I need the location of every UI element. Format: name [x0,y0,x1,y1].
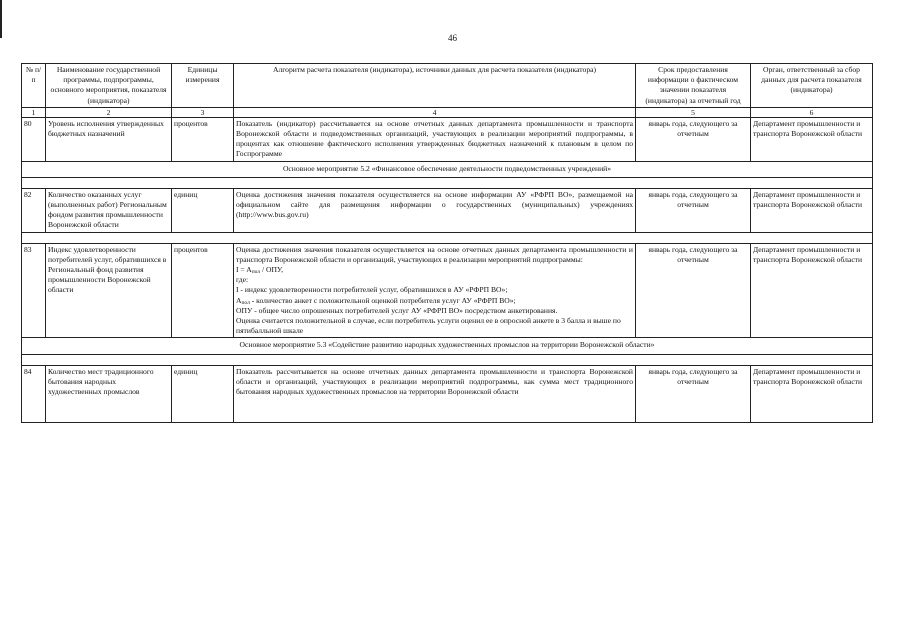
table-row [22,117,873,161]
indicator-name: Уровень исполнения утвержденных бюджетных назначений [46,117,172,161]
spacer-row [22,354,873,365]
header-organ: Орган, ответственный за сбор данных для расчета показателя (индикатора) [751,64,873,108]
col-number: 3 [172,107,234,117]
algorithm-def-opu: ОПУ - общее число опрошенных потребителей услуг АУ «РФРП ВО» посредством анкетирования. [236,305,558,315]
spacer-row [22,177,873,188]
header-unit: Единицы измерения [172,64,234,108]
indicator-algorithm [234,243,636,338]
table-row [22,188,873,232]
indicator-name: Количество оказанных услуг (выполненных работ) Региональным фондом развития промышленности Воронежской области [46,188,172,232]
col-number: 6 [751,107,873,117]
section-title-5-2: Основное мероприятие 5.2 «Финансовое обеспечение деятельности подведомственных учреждений» [22,161,873,177]
col-number: 4 [234,107,636,117]
header-term: Срок предоставления информации о фактическом значении показателя (индикатора) за отчетный год [636,64,751,108]
algorithm-def-i: I - индекс удовлетворенности потребителей услуг, обратившихся в АУ «РФРП ВО»; [236,285,508,295]
indicator-organ: Департамент промышленности и транспорта Воронежской области [751,243,873,338]
indicator-unit: единиц [172,188,234,232]
col-number: 2 [46,107,172,117]
col-number: 5 [636,107,751,117]
section-title-5-3: Основное мероприятие 5.3 «Содействие развитию народных художественных промыслов на территории Воронежской области» [22,338,873,354]
column-number-row [22,107,873,117]
table-row [22,243,873,338]
row-number: 83 [22,243,46,338]
algorithm-where: где: [236,275,249,285]
indicator-term: январь года, следующего за отчетным [636,243,751,338]
row-number: 84 [22,365,46,422]
page-number: 46 [448,33,457,43]
table-header-row [22,64,873,108]
indicator-name: Индекс удовлетворенности потребителей услуг, обратившихся в Региональный фонд развития промышленности Воронежской области [46,243,172,338]
indicator-term: январь года, следующего за отчетным [636,117,751,161]
indicator-unit: процентов [172,243,234,338]
indicator-organ: Департамент промышленности и транспорта Воронежской области [751,188,873,232]
header-num: № п/п [22,64,46,108]
indicator-algorithm: Оценка достижения значения показателя осуществляется на основе информации АУ «РФРП ВО», размещаемой на официальном сайте для размещения информации о государственных (муниципальных) учреждениях (http://www.bus.gov.ru) [234,188,636,232]
header-algorithm: Алгоритм расчета показателя (индикатора), источники данных для расчета показателя (индикатора) [234,64,636,108]
indicator-unit: процентов [172,117,234,161]
row-number: 80 [22,117,46,161]
indicator-unit: единиц [172,365,234,422]
indicator-organ: Департамент промышленности и транспорта Воронежской области [751,117,873,161]
section-row [22,338,873,354]
indicators-table [21,63,873,423]
spacer-row [22,232,873,243]
indicator-term: январь года, следующего за отчетным [636,365,751,422]
section-row [22,161,873,177]
algorithm-def-apol: $A_{пол}$ - количество анкет с положительной оценкой потребителя услуг АУ «РФРП ВО»; [236,295,516,306]
indicator-name: Количество мест традиционного бытования народных художественных промыслов [46,365,172,422]
algorithm-formula: $I = A_{пол}$ / ОПУ, [236,265,283,276]
header-name: Наименование государственной программы, подпрограммы, основного мероприятия, показателя (индикатора) [46,64,172,108]
indicator-term: январь года, следующего за отчетным [636,188,751,232]
algorithm-intro: Оценка достижения значения показателя осуществляется на основе отчетных данных департамента промышленности и транспорта Воронежской области и организаций, участвующих в реализации мероприятий подпрограммы: [236,244,633,264]
col-number: 1 [22,107,46,117]
indicator-algorithm: Показатель (индикатор) рассчитывается на основе отчетных данных департамента промышленности и транспорта Воронежской области и подведомственных организаций, участвующих в реализации мероприятий подпрограммы, в процентах как отношение фактического исполнения утвержденных бюджетных назначений к плановым в целом по Госпрограмме [234,117,636,161]
row-number: 82 [22,188,46,232]
algorithm-note: Оценка считается положительной в случае, если потребитель услуги оценил ее в опросной анкете в 3 балла и выше по пятибалльной шкале [236,316,621,336]
indicator-organ: Департамент промышленности и транспорта Воронежской области [751,365,873,422]
indicator-algorithm: Показатель рассчитывается на основе отчетных данных департамента промышленности и транспорта Воронежской области и организаций, участвующих в реализации мероприятий подпрограммы, как сумма мест традиционного бытования народных художественных промыслов на территории Воронежской области [234,365,636,422]
table-row [22,365,873,422]
